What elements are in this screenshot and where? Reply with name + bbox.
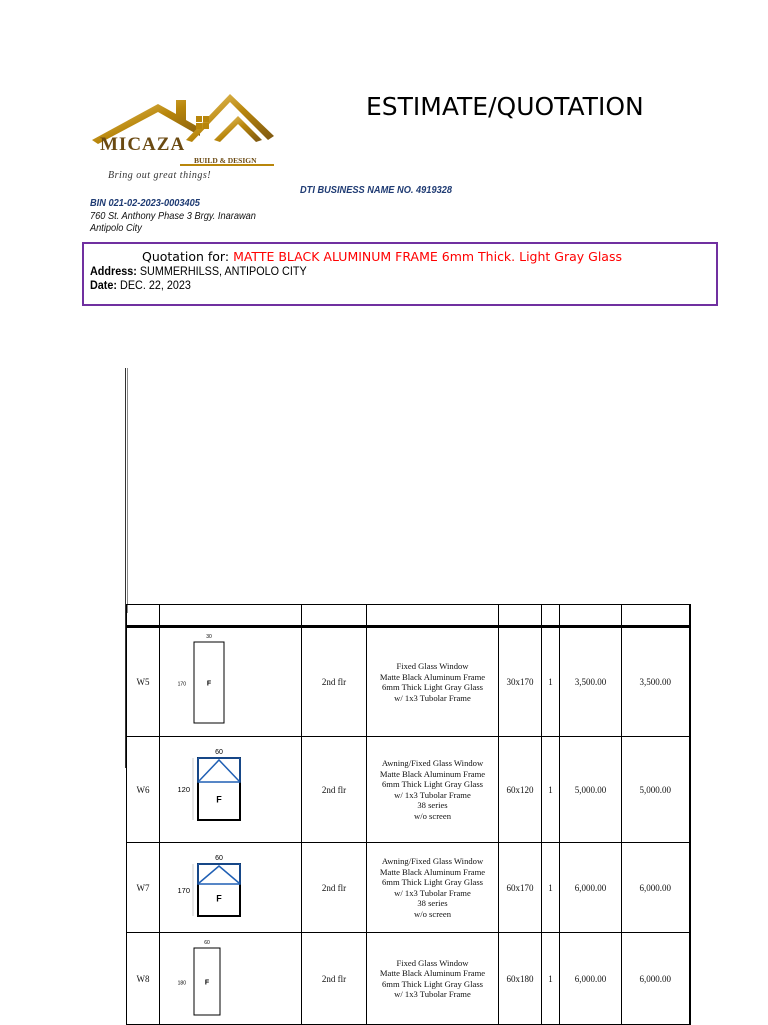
quotation-info-box xyxy=(82,242,718,306)
item-location: 2nd flr xyxy=(302,737,367,843)
width-dimension-label: 60 xyxy=(203,939,210,946)
awning-sash xyxy=(198,758,240,782)
height-dimension-label: 120 xyxy=(176,784,190,794)
item-amount: 6,000.00 xyxy=(622,933,690,1025)
panel-label: F xyxy=(204,979,209,986)
header-cell xyxy=(160,605,302,627)
item-amount: 5,000.00 xyxy=(622,737,690,843)
header-cell xyxy=(622,605,690,627)
item-unit-price: 6,000.00 xyxy=(560,933,622,1025)
header-cell xyxy=(499,605,542,627)
header-cell xyxy=(127,605,160,627)
awning-opening-indicator xyxy=(199,866,239,883)
address-label: Address: xyxy=(90,264,137,278)
item-drawing xyxy=(160,933,302,1025)
item-size: 60x180 xyxy=(499,933,542,1025)
height-dimension-label: 170 xyxy=(176,885,190,895)
quotation-items-table xyxy=(126,604,691,1025)
window-frame xyxy=(198,758,240,820)
width-dimension-label: 60 xyxy=(214,854,223,862)
company-address-line1: 760 St. Anthony Phase 3 Brgy. Inarawan xyxy=(90,210,256,222)
item-unit-price: 3,500.00 xyxy=(560,627,622,737)
item-unit-price: 5,000.00 xyxy=(560,737,622,843)
dti-business-number: DTI BUSINESS NAME NO. 4919328 xyxy=(300,184,453,196)
awning-sash xyxy=(198,864,240,884)
header-cell xyxy=(367,605,499,627)
date-line xyxy=(90,278,191,292)
item-code: W5 xyxy=(127,627,160,737)
width-dimension-label: 60 xyxy=(214,748,223,756)
fixed-window-drawing xyxy=(166,936,296,1022)
item-size: 60x120 xyxy=(499,737,542,843)
address-line xyxy=(90,264,307,278)
item-qty: 1 xyxy=(542,843,560,933)
item-drawing xyxy=(160,627,302,737)
company-address-line2: Antipolo City xyxy=(90,222,142,234)
item-qty: 1 xyxy=(542,933,560,1025)
quotation-for-value: MATTE BLACK ALUMINUM FRAME 6mm Thick. Light Gray Glass xyxy=(233,249,622,264)
item-code: W6 xyxy=(127,737,160,843)
item-drawing xyxy=(160,737,302,843)
item-description: Awning/Fixed Glass Window Matte Black Aluminum Frame 6mm Thick Light Gray Glass w/ 1x3 Tubolar Frame 38 series w/o screen xyxy=(367,843,499,933)
item-qty: 1 xyxy=(542,627,560,737)
table-header-row xyxy=(127,605,690,627)
item-code: W8 xyxy=(127,933,160,1025)
item-amount: 6,000.00 xyxy=(622,843,690,933)
item-description: Awning/Fixed Glass Window Matte Black Aluminum Frame 6mm Thick Light Gray Glass w/ 1x3 Tubolar Frame 38 series w/o screen xyxy=(367,737,499,843)
page-margin-line-secondary xyxy=(127,368,128,613)
item-amount: 3,500.00 xyxy=(622,627,690,737)
quotation-for-line xyxy=(142,249,622,264)
table-row xyxy=(127,933,690,1025)
width-dimension-label: 30 xyxy=(205,634,212,640)
item-size: 30x170 xyxy=(499,627,542,737)
date-label: Date: xyxy=(90,278,118,292)
height-dimension-label: 170 xyxy=(177,681,186,688)
height-dimension-label: 180 xyxy=(177,980,186,986)
item-unit-price: 6,000.00 xyxy=(560,843,622,933)
item-code: W7 xyxy=(127,843,160,933)
table-row xyxy=(127,737,690,843)
item-location: 2nd flr xyxy=(302,843,367,933)
awning-window-drawing xyxy=(166,740,296,840)
header-cell xyxy=(302,605,367,627)
item-location: 2nd flr xyxy=(302,933,367,1025)
window-frame xyxy=(198,864,240,916)
logo-tagline: Bring out great things! xyxy=(108,170,212,181)
table-row xyxy=(127,627,690,737)
panel-label: F xyxy=(215,794,222,805)
bin-number: BIN 021-02-2023-0003405 xyxy=(90,197,200,209)
item-qty: 1 xyxy=(542,737,560,843)
panel-label: F xyxy=(206,680,211,688)
company-logo xyxy=(88,90,288,186)
table-row xyxy=(127,843,690,933)
address-value: SUMMERHILSS, ANTIPOLO CITY xyxy=(139,264,307,278)
logo-subtitle: BUILD & DESIGN xyxy=(194,156,257,165)
date-value: DEC. 22, 2023 xyxy=(120,278,191,292)
item-drawing xyxy=(160,843,302,933)
logo-wordmark: MICAZA xyxy=(100,134,186,155)
item-description: Fixed Glass Window Matte Black Aluminum Frame 6mm Thick Light Gray Glass w/ 1x3 Tubolar Frame xyxy=(367,627,499,737)
document-title: ESTIMATE/QUOTATION xyxy=(366,92,644,121)
item-description: Fixed Glass Window Matte Black Aluminum Frame 6mm Thick Light Gray Glass w/ 1x3 Tubolar Frame xyxy=(367,933,499,1025)
fixed-window-drawing xyxy=(166,630,296,734)
header-cell xyxy=(560,605,622,627)
header-cell xyxy=(542,605,560,627)
awning-opening-indicator xyxy=(199,760,239,781)
panel-label: F xyxy=(215,892,222,903)
quotation-for-label: Quotation for: xyxy=(142,249,230,264)
item-location: 2nd flr xyxy=(302,627,367,737)
awning-window-drawing xyxy=(166,846,296,930)
item-size: 60x170 xyxy=(499,843,542,933)
